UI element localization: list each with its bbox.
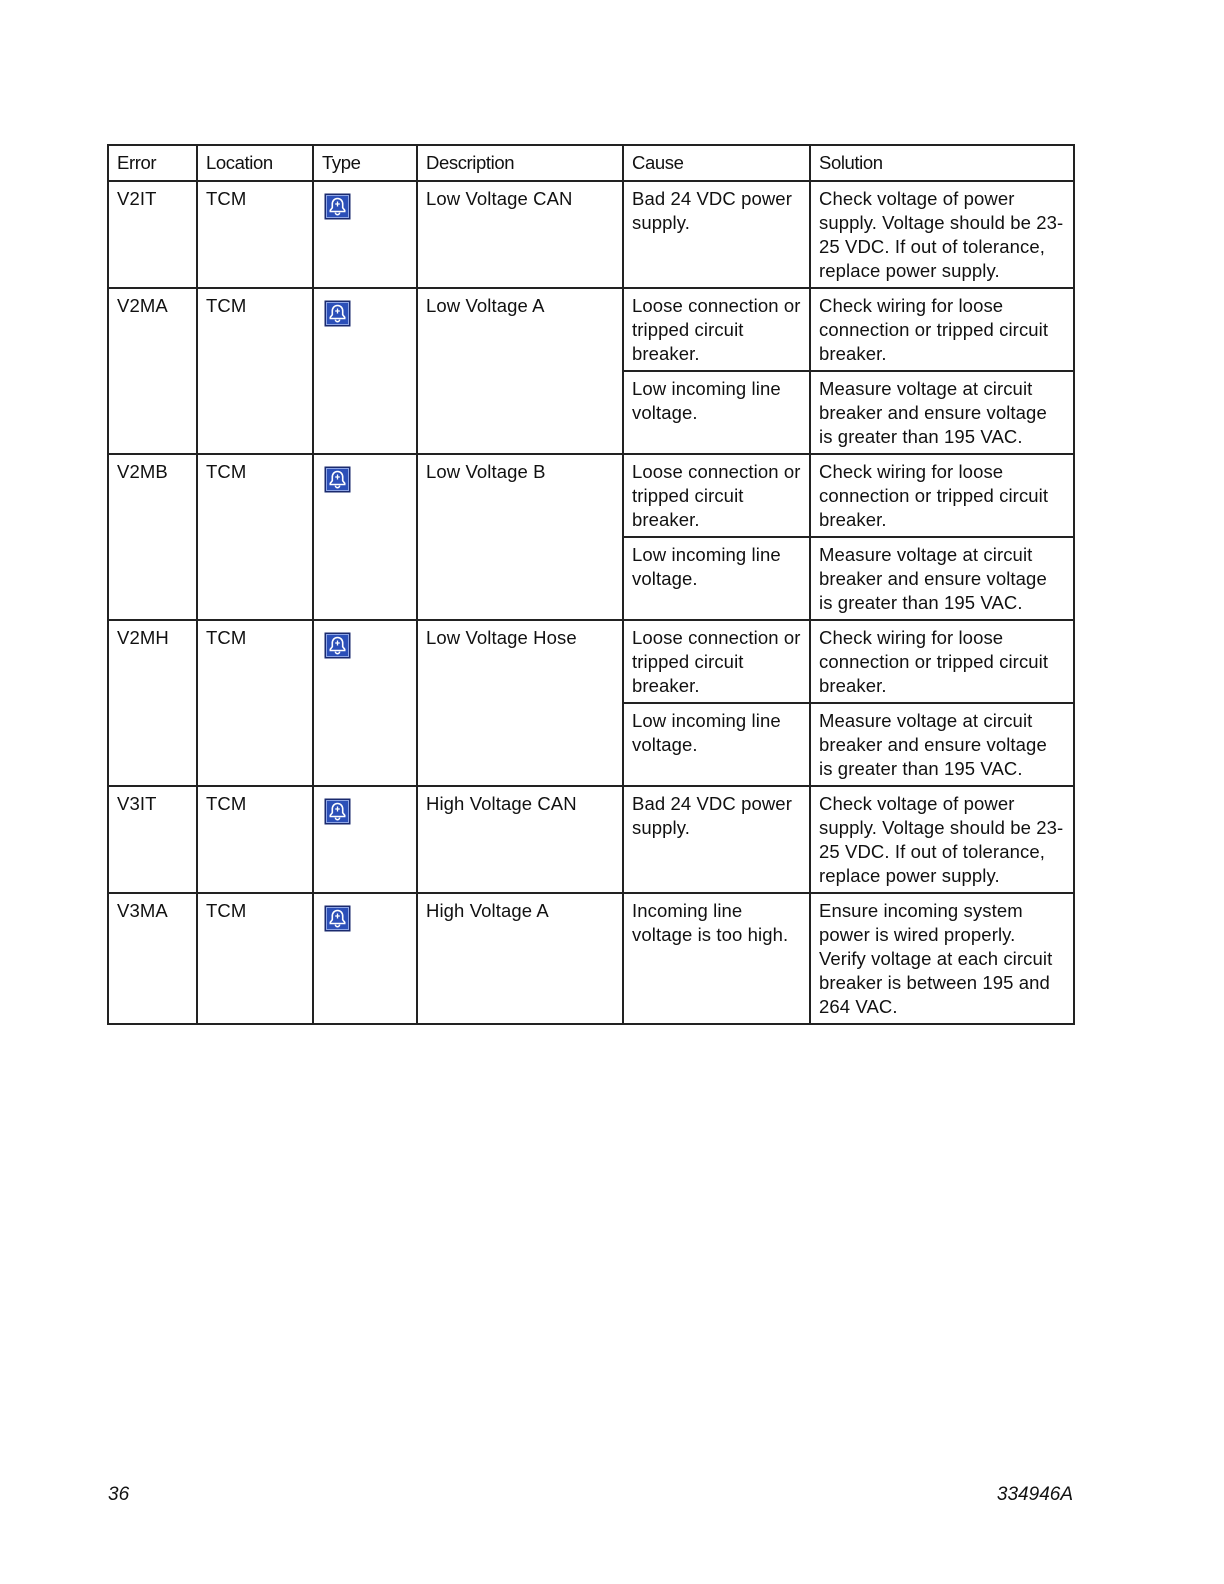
solution-cell: Measure voltage at circuit breaker and ensure voltage is greater than 195 VAC.	[810, 703, 1074, 786]
error-code-cell: V2MH	[108, 620, 197, 786]
header-cause: Cause	[623, 145, 810, 181]
description-cell: Low Voltage CAN	[417, 181, 623, 288]
location-cell: TCM	[197, 786, 313, 893]
location-cell: TCM	[197, 288, 313, 454]
alarm-bell-icon	[324, 300, 351, 327]
cause-cell: Incoming line voltage is too high.	[623, 893, 810, 1024]
cause-cell: Loose connection or tripped circuit breaker.	[623, 620, 810, 703]
description-cell: Low Voltage B	[417, 454, 623, 620]
alarm-bell-icon	[324, 905, 351, 932]
alarm-bell-icon	[324, 798, 351, 825]
description-cell: Low Voltage Hose	[417, 620, 623, 786]
description-cell: Low Voltage A	[417, 288, 623, 454]
table-row	[108, 786, 1074, 893]
error-code-cell: V3MA	[108, 893, 197, 1024]
type-cell	[313, 288, 417, 454]
solution-cell: Check wiring for loose connection or tripped circuit breaker.	[810, 454, 1074, 537]
type-cell	[313, 893, 417, 1024]
cause-cell: Low incoming line voltage.	[623, 371, 810, 454]
solution-cell: Measure voltage at circuit breaker and ensure voltage is greater than 195 VAC.	[810, 371, 1074, 454]
cause-cell: Bad 24 VDC power supply.	[623, 786, 810, 893]
type-cell	[313, 181, 417, 288]
cause-cell: Loose connection or tripped circuit breaker.	[623, 288, 810, 371]
solution-cell: Ensure incoming system power is wired properly. Verify voltage at each circuit breaker is between 195 and 264 VAC.	[810, 893, 1074, 1024]
solution-cell: Check wiring for loose connection or tripped circuit breaker.	[810, 620, 1074, 703]
error-code-table	[107, 144, 1075, 1025]
cause-cell: Loose connection or tripped circuit breaker.	[623, 454, 810, 537]
location-cell: TCM	[197, 454, 313, 620]
type-cell	[313, 454, 417, 620]
error-code-cell: V2IT	[108, 181, 197, 288]
header-location: Location	[197, 145, 313, 181]
alarm-bell-icon	[324, 193, 351, 220]
table-row	[108, 181, 1074, 288]
solution-cell: Check voltage of power supply. Voltage should be 23-25 VDC. If out of tolerance, replace power supply.	[810, 181, 1074, 288]
table-row	[108, 620, 1074, 703]
table-header-row	[108, 145, 1074, 181]
cause-cell: Low incoming line voltage.	[623, 703, 810, 786]
location-cell: TCM	[197, 893, 313, 1024]
alarm-bell-icon	[324, 632, 351, 659]
location-cell: TCM	[197, 620, 313, 786]
description-cell: High Voltage A	[417, 893, 623, 1024]
header-solution: Solution	[810, 145, 1074, 181]
type-cell	[313, 786, 417, 893]
alarm-bell-icon	[324, 466, 351, 493]
error-code-cell: V2MB	[108, 454, 197, 620]
header-error: Error	[108, 145, 197, 181]
table-row	[108, 454, 1074, 537]
location-cell: TCM	[197, 181, 313, 288]
description-cell: High Voltage CAN	[417, 786, 623, 893]
error-code-cell: V2MA	[108, 288, 197, 454]
table-row	[108, 288, 1074, 371]
solution-cell: Check voltage of power supply. Voltage should be 23-25 VDC. If out of tolerance, replace power supply.	[810, 786, 1074, 893]
page-number: 36	[108, 1484, 130, 1505]
solution-cell: Measure voltage at circuit breaker and ensure voltage is greater than 195 VAC.	[810, 537, 1074, 620]
header-type: Type	[313, 145, 417, 181]
type-cell	[313, 620, 417, 786]
cause-cell: Bad 24 VDC power supply.	[623, 181, 810, 288]
document-id: 334946A	[996, 1484, 1073, 1505]
table-row	[108, 893, 1074, 1024]
header-description: Description	[417, 145, 623, 181]
cause-cell: Low incoming line voltage.	[623, 537, 810, 620]
solution-cell: Check wiring for loose connection or tripped circuit breaker.	[810, 288, 1074, 371]
error-code-cell: V3IT	[108, 786, 197, 893]
